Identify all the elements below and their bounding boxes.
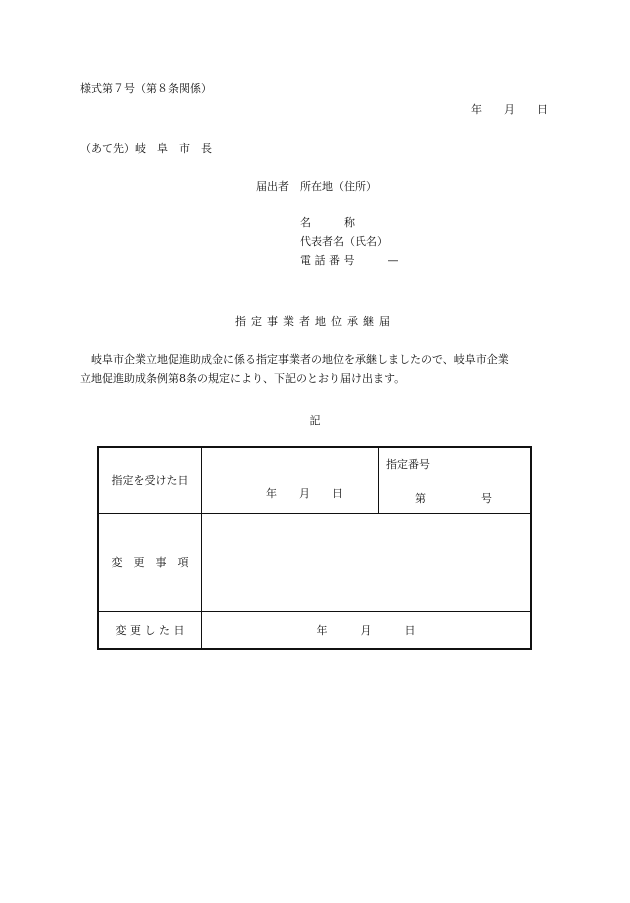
change-date-value: 年 月 日 <box>316 623 416 637</box>
representative-label: 代表者名（氏名） <box>300 235 388 248</box>
change-date-label: 変 更 し た 日 <box>98 611 202 649</box>
body-line-2: 立地促進助成条例第8条の規定により、下記のとおり届け出ます。 <box>80 372 406 385</box>
change-item-label: 変 更 事 項 <box>98 513 202 611</box>
change-date-cell[interactable] <box>202 611 532 649</box>
designation-date-cell[interactable] <box>202 447 379 513</box>
addressee: （あて先）岐 阜 市 長 <box>80 142 212 155</box>
ki-heading: 記 <box>309 414 321 427</box>
body-line-1: 岐阜市企業立地促進助成金に係る指定事業者の地位を承継しましたので、岐阜市企業 <box>91 353 509 366</box>
reporter-name-label: 名 称 <box>300 216 355 229</box>
form-number: 様式第７号（第８条関係） <box>80 82 212 95</box>
submission-date: 年 月 日 <box>471 103 548 116</box>
reporter-address-label: 届出者 所在地（住所） <box>256 180 377 193</box>
designation-number-label: 指定番号 <box>386 458 430 471</box>
designation-date-label: 指定を受けた日 <box>98 447 202 513</box>
change-item-cell[interactable] <box>202 513 532 611</box>
table-row <box>98 513 531 611</box>
body-paragraph <box>80 350 550 388</box>
table-row <box>98 447 531 513</box>
table-row <box>98 611 531 649</box>
designation-number-value: 第 号 <box>415 492 492 505</box>
designation-date-value: 年 月 日 <box>266 487 343 500</box>
document-title: 指定事業者地位承継届 <box>235 315 395 328</box>
designation-number-cell[interactable] <box>379 447 532 513</box>
details-table <box>97 446 532 650</box>
phone-label: 電 話 番 号 — <box>300 254 399 267</box>
